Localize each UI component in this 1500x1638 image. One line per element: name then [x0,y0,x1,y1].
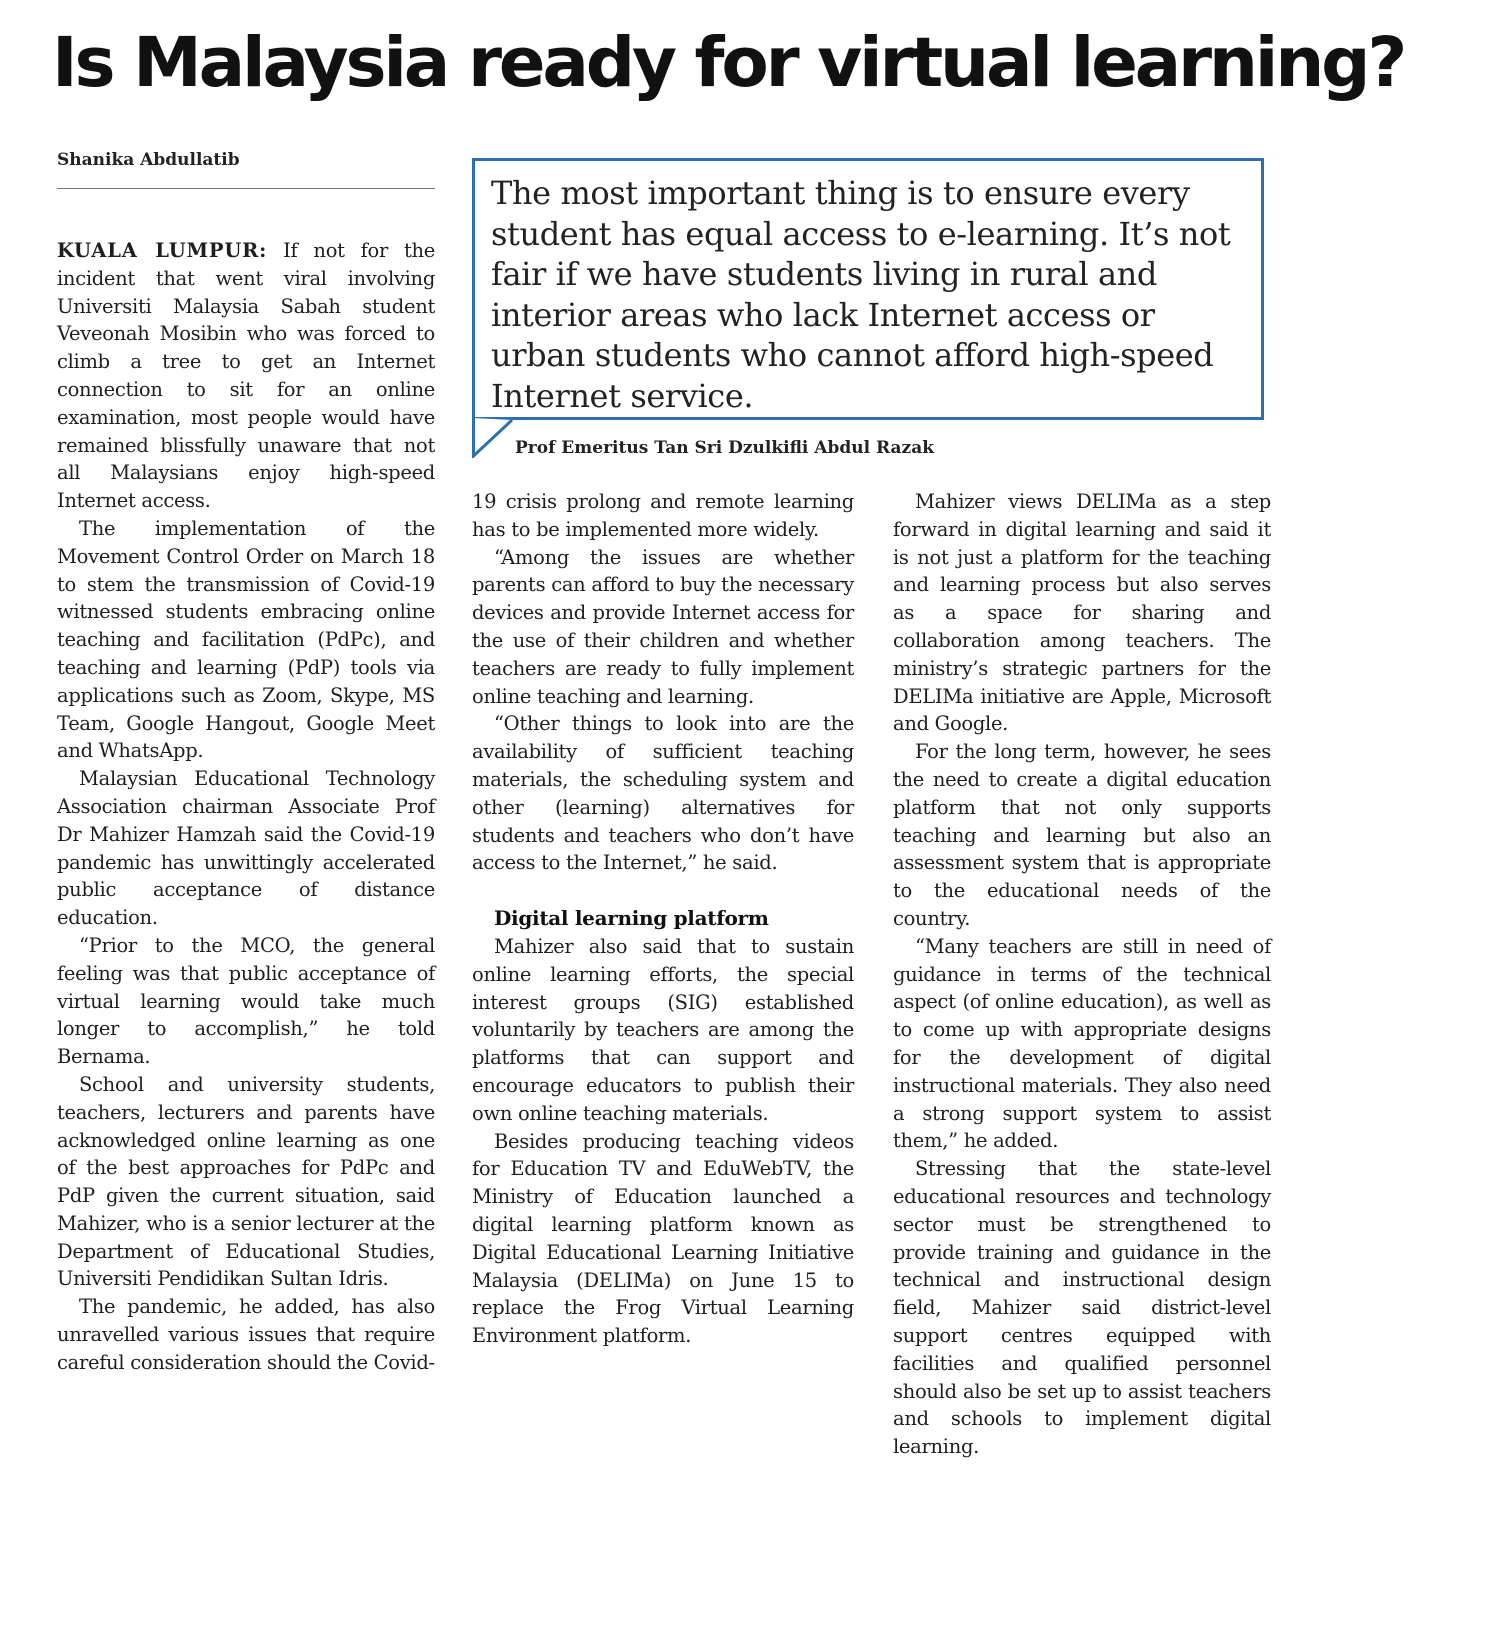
paragraph: “Other things to look into are the availability of sufficient teaching materials, the scheduling system and other (learning) alternatives for students and teachers who don’t have access to the Internet,” he said. [472,712,854,875]
pull-quote-text: The most important thing is to ensure every student has equal access to e-learning. It’s not fair if we have students living in rural and interior areas who lack Internet access or urban students who cannot afford high-speed Internet service. [491,174,1231,415]
pull-quote-attribution: Prof Emeritus Tan Sri Dzulkifli Abdul Razak [515,438,934,458]
section-subhead: Digital learning platform [494,906,769,931]
paragraph: School and university students, teachers, lecturers and parents have acknowledged online learning as one of the best approaches for PdPc and PdP given the current situation, said Mahizer, who is a senior lecturer at the Department of Educational Studies, Universiti Pendidikan Sultan Idris. [57,1072,435,1291]
paragraph: The implementation of the Movement Control Order on March 18 to stem the transmission of Covid-19 witnessed students embracing online teaching and facilitation (PdPc), and teaching and learning (PdP) tools via applications such as Zoom, Skype, MS Team, Google Hangout, Google Meet and WhatsApp. [57,516,435,763]
paragraph-text: If not for the incident that went viral involving Universiti Malaysia Sabah student Veveonah Mosibin who was forced to climb a tree to get an Internet connection to sit for an online examination, most people would have remained blissfully unaware that not all Malaysians enjoy high-speed Internet access. [57,239,435,513]
paragraph: “Prior to the MCO, the general feeling was that public acceptance of virtual learning would take much longer to accomplish,” he told Bernama. [57,933,435,1069]
headline: Is Malaysia ready for virtual learning? [52,23,1405,103]
paragraph: Stressing that the state-level educational resources and technology sector must be strengthened to provide training and guidance in the technical and instructional design field, Mahizer said district-level support centres equipped with facilities and qualified personnel should also be set up to assist teachers and schools to implement digital learning. [893,1157,1271,1459]
pull-quote-box [472,158,1264,420]
article-column-3 [893,488,1271,1598]
paragraph: Besides producing teaching videos for Education TV and EduWebTV, the Ministry of Education launched a digital learning platform known as Digital Educational Learning Initiative Malaysia (DELIMa) on June 15 to replace the Frog Virtual Learning Environment platform. [472,1129,854,1348]
paragraph [57,237,435,515]
paragraph: Malaysian Educational Technology Association chairman Associate Prof Dr Mahizer Hamzah said the Covid-19 pandemic has unwittingly accelerated public acceptance of distance education. [57,767,435,930]
dateline: KUALA LUMPUR: [57,239,268,262]
article-column-1 [57,237,435,1597]
paragraph: “Among the issues are whether parents can afford to buy the necessary devices and provide Internet access for the use of their children and whether teachers are ready to fully implement online teaching and learning. [472,545,854,708]
paragraph: 19 crisis prolong and remote learning has to be implemented more widely. [472,490,854,541]
paragraph: “Many teachers are still in need of guidance in terms of the technical aspect (of online education), as well as to come up with appropriate designs for the development of digital instructional materials. They also need a strong support system to assist them,” he added. [893,934,1271,1153]
speech-tail-icon [472,418,514,458]
article-column-2 [472,488,854,1598]
paragraph: For the long term, however, he sees the need to create a digital education platform that not only supports teaching and learning but also an assessment system that is appropriate to the educational needs of the country. [893,740,1271,930]
paragraph: The pandemic, he added, has also unravelled various issues that require careful consideration should the Covid- [57,1295,435,1374]
paragraph: Mahizer also said that to sustain online learning efforts, the special interest groups (SIG) established voluntarily by teachers are among the platforms that can support and encourage educators to publish their own online teaching materials. [472,934,854,1125]
byline: Shanika Abdullatib [57,150,240,170]
byline-divider [57,188,435,189]
paragraph: Mahizer views DELIMa as a step forward in digital learning and said it is not just a platform for the teaching and learning process but also serves as a space for sharing and collaboration among teachers. The ministry’s strategic partners for the DELIMa initiative are Apple, Microsoft and Google. [893,490,1271,736]
